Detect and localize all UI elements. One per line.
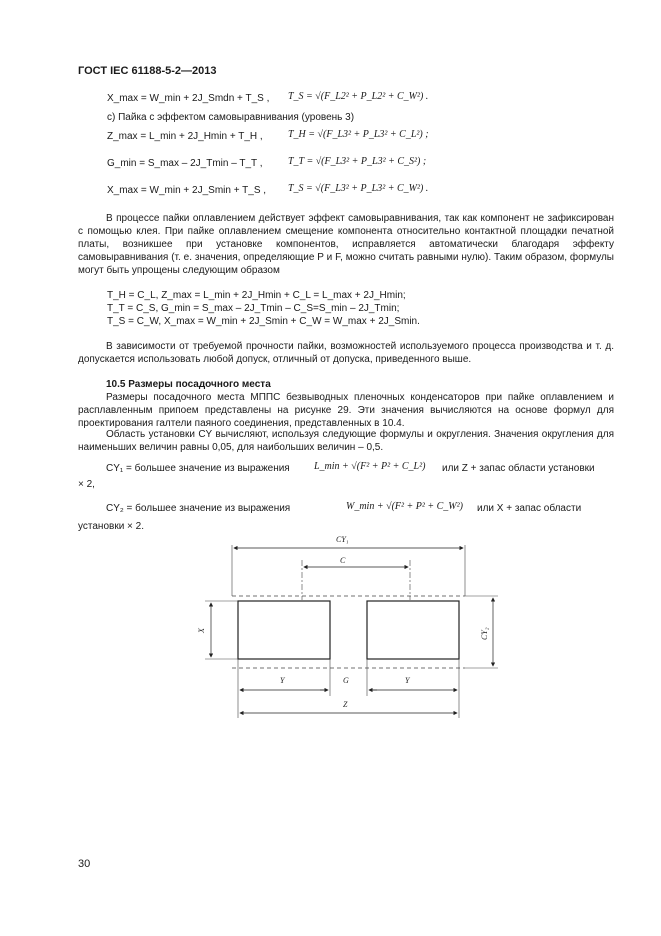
cy1-text-a: CY₁ = большее значение из выражения xyxy=(106,463,290,474)
equation-c-tt: T_T = √(F_L3² + P_L3² + C_S²) ; xyxy=(288,156,427,167)
paragraph-self-alignment: В процессе пайки оплавлением действует эффект самовыравнивания, так как компонент не зафиксирован с помощью клея. При пайке оплавлением смещение компонента относительно контактной площадки печатной платы, возникшее при установке компонентов, исправляется автоматически благодаря эффекту самовыравнивания (т. е. значения, определяющие P и F, можно считать равными нулю). Таким образом, формулы могут быть упрощены следующим образом xyxy=(78,213,614,276)
cy2-text-a: CY₂ = большее значение из выражения xyxy=(106,503,291,514)
cy1-text-c: × 2, xyxy=(78,479,95,490)
c-label: C xyxy=(340,556,346,565)
paragraph-courtyard: Область установки CY вычисляют, используя следующие формулы и округления. Значения округления для наименьших величин равны 0,05, для наибольших величин – 0,5. xyxy=(78,429,614,453)
equation-c-th: T_H = √(F_L3² + P_L3² + C_L²) ; xyxy=(288,129,429,140)
document-header: ГОСТ IEC 61188-5-2—2013 xyxy=(78,65,217,77)
simplified-formula-1: T_H = C_L, Z_max = L_min + 2J_Hmin + C_L = L_max + 2J_Hmin; xyxy=(107,290,406,301)
simplified-formula-2: T_T = C_S, G_min = S_max – 2J_Tmin – C_S=S_min – 2J_Tmin; xyxy=(107,303,400,314)
paragraph-tolerance: В зависимости от требуемой прочности пайки, возможностей используемого процесса производства и т. д. допускается использовать любой допуск, отличный от допуска, приведенного выше. xyxy=(78,341,614,365)
cy1-label: CY₁ xyxy=(336,535,349,544)
paragraph-land-pattern: Размеры посадочного места МППС безвыводных пленочных конденсаторов при пайке оплавлением и расплавленным припоем представлены на рисунке 29. Эти значения вычисляются на основе формул для проектирования галтели паяного соединения, представленных в 10.4. xyxy=(78,392,614,429)
cy2-label: CY₂ xyxy=(480,627,489,640)
y-right-label: Y xyxy=(405,676,410,685)
simplified-formula-3: T_S = C_W, X_max = W_min + 2J_Smin + C_W = W_max + 2J_Smin. xyxy=(107,316,420,327)
z-label: Z xyxy=(343,700,348,709)
cy1-formula: L_min + √(F² + P² + C_L²) xyxy=(314,461,426,472)
land-pad-left xyxy=(238,601,330,659)
x-label: X xyxy=(197,628,206,633)
y-left-label: Y xyxy=(280,676,285,685)
section-title: 10.5 Размеры посадочного места xyxy=(106,379,271,390)
list-item-c: c) Пайка с эффектом самовыравнивания (уровень 3) xyxy=(107,112,355,123)
equation-b-xmax: X_max = W_min + 2J_Smdn + T_S , xyxy=(107,93,270,104)
cy1-text-b: или Z + запас области установки xyxy=(442,463,595,474)
cy2-formula: W_min + √(F² + P² + C_W²) xyxy=(346,501,463,512)
page-number: 30 xyxy=(78,858,91,870)
g-label: G xyxy=(343,676,349,685)
equation-b-ts: T_S = √(F_L2² + P_L2² + C_W²) . xyxy=(288,91,429,102)
equation-c-zmax: Z_max = L_min + 2J_Hmin + T_H , xyxy=(107,131,263,142)
equation-c-xmax: X_max = W_min + 2J_Smin + T_S , xyxy=(107,185,267,196)
equation-c-gmin: G_min = S_max – 2J_Tmin – T_T , xyxy=(107,158,263,169)
equation-c-ts: T_S = √(F_L3² + P_L3² + C_W²) . xyxy=(288,183,429,194)
cy2-text-c: установки × 2. xyxy=(78,521,145,532)
land-pad-right xyxy=(367,601,459,659)
cy2-text-b: или X + запас области xyxy=(477,503,582,514)
